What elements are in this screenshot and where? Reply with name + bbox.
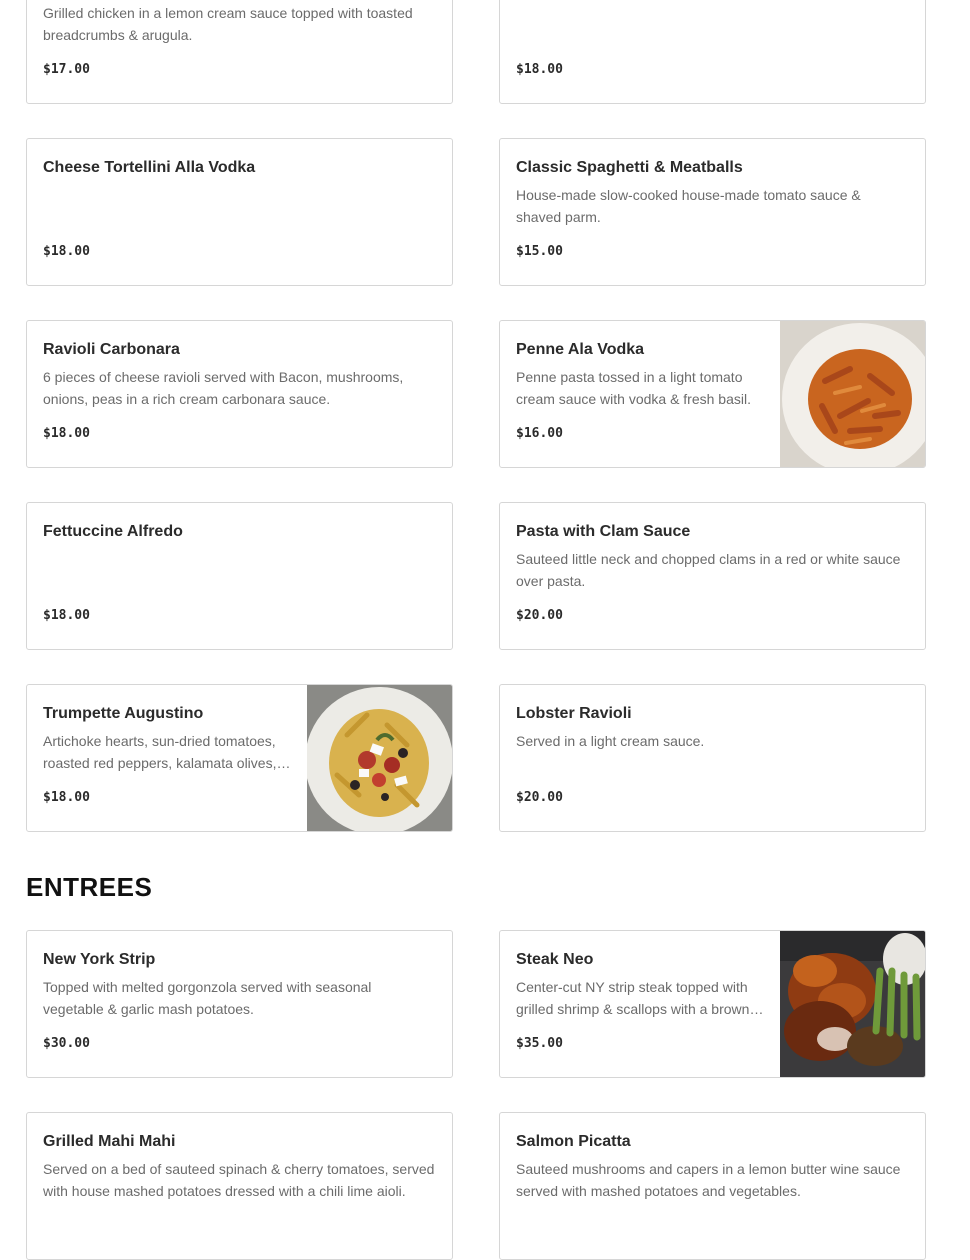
- item-name: Lobster Ravioli: [516, 705, 632, 722]
- item-price: $17.00: [43, 62, 90, 77]
- item-description: Penne pasta tossed in a light tomato cream sauce with vodka & fresh basil.: [516, 369, 751, 407]
- menu-item-card[interactable]: [499, 684, 926, 832]
- menu-item-card[interactable]: [499, 502, 926, 650]
- item-name: Fettuccine Alfredo: [43, 523, 183, 540]
- item-name: Pasta with Clam Sauce: [516, 523, 691, 540]
- menu-item-card[interactable]: [26, 684, 453, 832]
- item-name: Grilled Mahi Mahi: [43, 1133, 176, 1150]
- item-description: Topped with melted gorgonzola served with seasonal vegetable & garlic mash potatoes.: [43, 979, 372, 1017]
- item-price: $30.00: [43, 1036, 90, 1051]
- item-description: Sauteed little neck and chopped clams in a red or white sauce over pasta.: [516, 551, 901, 589]
- item-description: Sauteed mushrooms and capers in a lemon butter wine sauce served with mashed potatoes and vegetables.: [516, 1161, 901, 1199]
- menu-item-card[interactable]: [499, 930, 926, 1078]
- item-name: Salmon Picatta: [516, 1133, 631, 1150]
- menu-item-card[interactable]: [499, 320, 926, 468]
- item-name: Cheese Tortellini Alla Vodka: [43, 159, 256, 176]
- menu-item-card[interactable]: [26, 502, 453, 650]
- menu-item-card[interactable]: [26, 0, 453, 104]
- trumpette-pasta-photo: [307, 685, 452, 832]
- item-description: Served on a bed of sauteed spinach & cherry tomatoes, served with house mashed potatoes dressed with a chili lime aioli.: [43, 1161, 435, 1199]
- menu-item-card[interactable]: [499, 0, 926, 104]
- item-name: Steak Neo: [516, 951, 594, 968]
- menu-item-card[interactable]: [26, 930, 453, 1078]
- item-price: $20.00: [516, 608, 563, 623]
- item-name: Classic Spaghetti & Meatballs: [516, 159, 743, 176]
- menu-item-card[interactable]: [26, 320, 453, 468]
- item-price: $18.00: [43, 608, 90, 623]
- item-price: $18.00: [516, 62, 563, 77]
- item-name: Penne Ala Vodka: [516, 341, 645, 358]
- item-description: Center-cut NY strip steak topped with grilled shrimp & scallops with a brown: [516, 979, 750, 1017]
- item-price: $18.00: [43, 426, 90, 441]
- item-description: Grilled chicken in a lemon cream sauce topped with toasted breadcrumbs & arugula.: [43, 5, 413, 43]
- item-price: $15.00: [516, 244, 563, 259]
- section-title-entrees: ENTREES: [26, 872, 153, 902]
- item-description: Artichoke hearts, sun-dried tomatoes, roasted red peppers, kalamata olives,: [43, 733, 277, 771]
- penne-vodka-photo: [780, 321, 925, 468]
- steak-neo-photo: [780, 931, 925, 1078]
- item-description: 6 pieces of cheese ravioli served with Bacon, mushrooms, onions, peas in a rich cream carbonara sauce.: [43, 369, 404, 407]
- item-description: House-made slow-cooked house-made tomato sauce & shaved parm.: [516, 187, 861, 225]
- item-price: $18.00: [43, 790, 90, 805]
- menu-item-card[interactable]: [26, 138, 453, 286]
- menu-item-card[interactable]: [499, 138, 926, 286]
- item-name: Ravioli Carbonara: [43, 341, 180, 358]
- item-price: $35.00: [516, 1036, 563, 1051]
- menu-item-card[interactable]: [499, 1112, 926, 1260]
- item-price: $16.00: [516, 426, 563, 441]
- item-description: Served in a light cream sauce.: [516, 733, 705, 749]
- menu-item-card[interactable]: [26, 1112, 453, 1260]
- item-price: $20.00: [516, 790, 563, 805]
- item-price: $18.00: [43, 244, 90, 259]
- item-name: New York Strip: [43, 951, 156, 968]
- item-name: Trumpette Augustino: [43, 705, 204, 722]
